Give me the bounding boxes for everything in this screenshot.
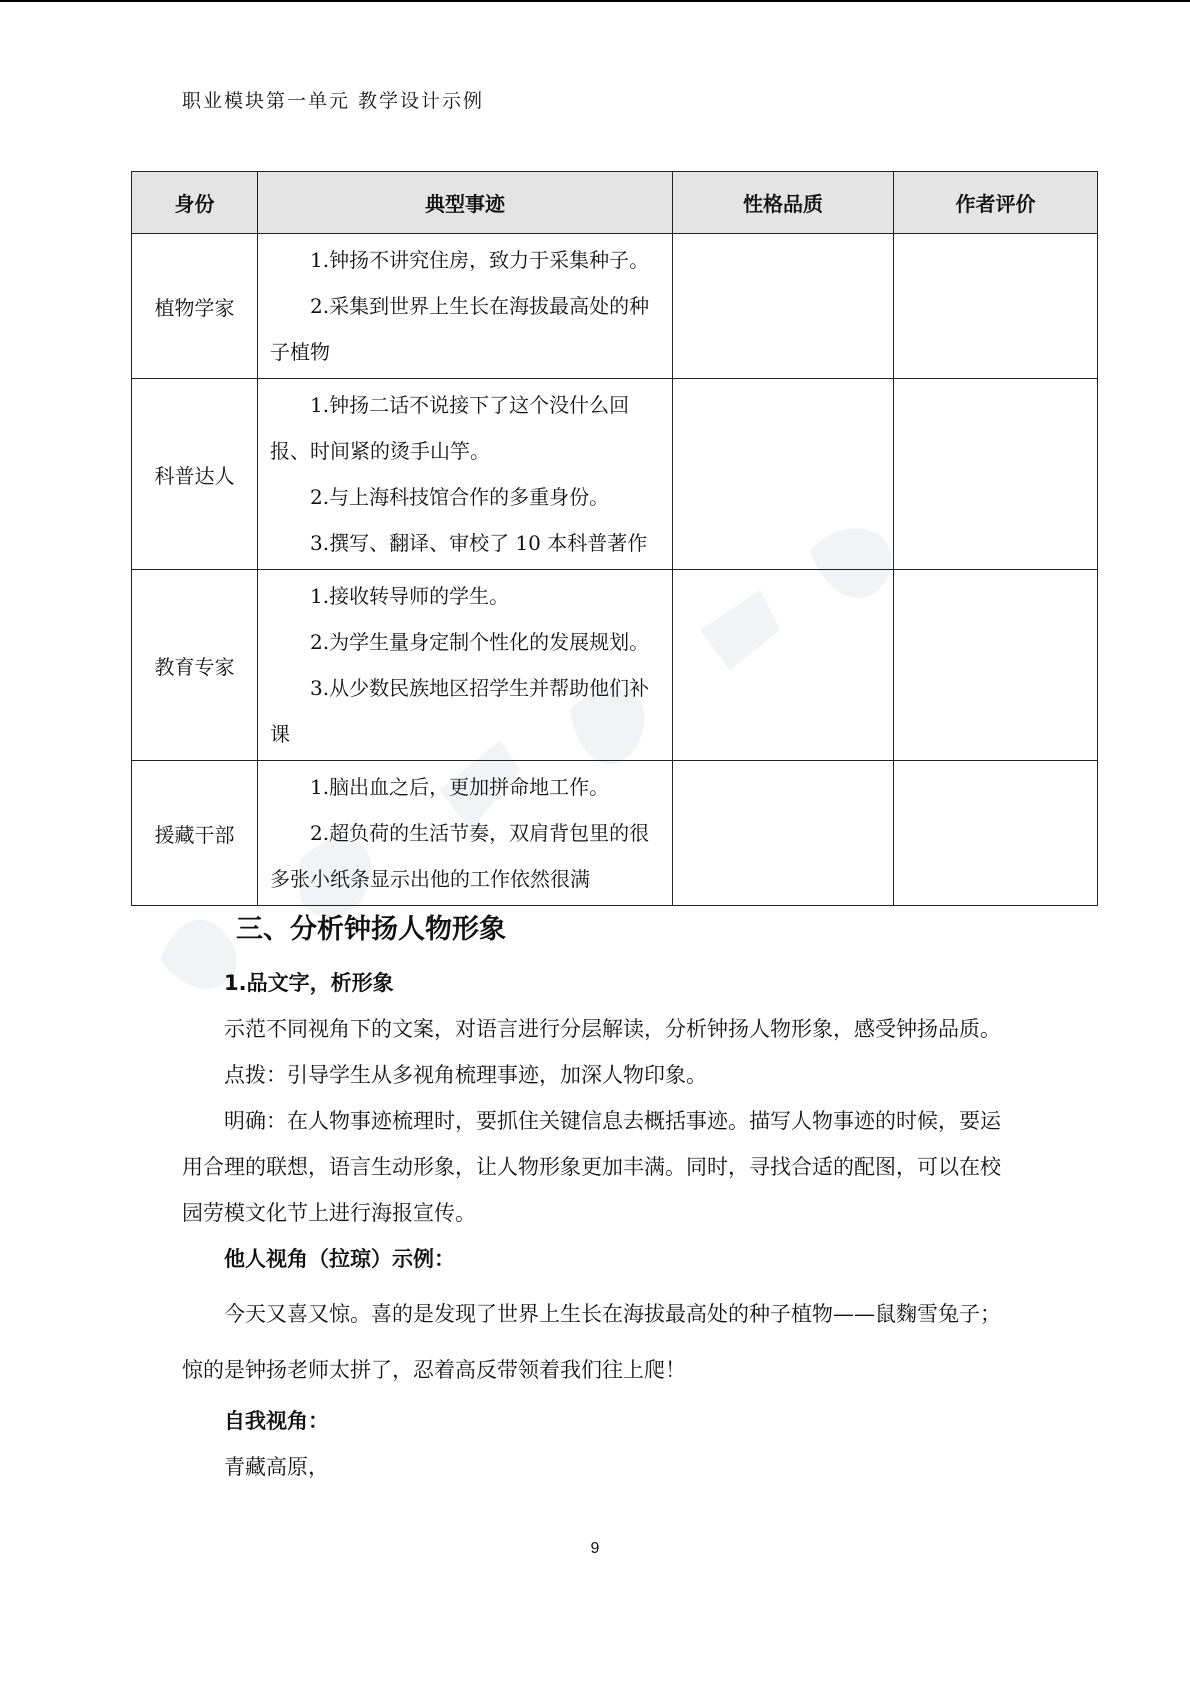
deed-item: 2.为学生量身定制个性化的发展规划。 (310, 630, 650, 654)
self-view-label: 自我视角： (224, 1409, 329, 1433)
running-head: 职业模块第一单元 教学设计示例 (182, 90, 485, 112)
deed-item: 2.与上海科技馆合作的多重身份。 (310, 485, 610, 509)
deed-item: 1.钟扬不讲究住房，致力于采集种子。 (310, 248, 650, 272)
table-row (132, 234, 1098, 379)
column-header-deeds: 典型事迹 (258, 172, 673, 234)
deed-item: 3.撰写、翻译、审校了 10 本科普著作 (310, 531, 648, 555)
evaluation-cell (894, 379, 1098, 570)
other-view-example: 今天又喜又惊。喜的是发现了世界上生长在海拔最高处的种子植物——鼠麴雪兔子；惊的是钟扬老师太拼了，忍着高反带领着我们往上爬！ (182, 1302, 1001, 1382)
paragraph-clarify: 明确：在人物事迹梳理时，要抓住关键信息去概括事迹。描写人物事迹的时候，要运用合理的联想，语言生动形象，让人物形象更加丰满。同时，寻找合适的配图，可以在校园劳模文化节上进行海报宣传。 (182, 1109, 1001, 1225)
deeds-cell (258, 234, 673, 379)
self-view-text: 青藏高原， (224, 1455, 329, 1479)
deed-item: 3.从少数民族地区招学生并帮助他们补课 (270, 676, 650, 746)
quality-cell (673, 379, 894, 570)
deeds-cell (258, 761, 673, 906)
deed-item: 1.脑出血之后，更加拼命地工作。 (310, 775, 610, 799)
table-row (132, 570, 1098, 761)
identity-cell: 援藏干部 (132, 761, 258, 906)
table-row (132, 761, 1098, 906)
table-header-row (132, 172, 1098, 234)
deed-item: 2.采集到世界上生长在海拔最高处的种子植物 (270, 294, 650, 364)
paragraph-hint: 点拨：引导学生从多视角梳理事迹，加深人物印象。 (224, 1063, 707, 1087)
column-header-identity: 身份 (132, 172, 258, 234)
top-rule (0, 0, 1190, 2)
deeds-cell (258, 379, 673, 570)
deed-item: 1.钟扬二话不说接下了这个没什么回报、时间紧的烫手山竽。 (270, 393, 630, 463)
deed-item: 1.接收转导师的学生。 (310, 584, 510, 608)
identity-cell: 科普达人 (132, 379, 258, 570)
trait-table (131, 171, 1098, 906)
section-heading: 三、分析钟扬人物形象 (236, 914, 506, 945)
deeds-cell (258, 570, 673, 761)
column-header-evaluation: 作者评价 (894, 172, 1098, 234)
identity-cell: 植物学家 (132, 234, 258, 379)
column-header-quality: 性格品质 (673, 172, 894, 234)
quality-cell (673, 570, 894, 761)
section-body (182, 960, 1012, 1490)
evaluation-cell (894, 234, 1098, 379)
sub-heading: 1.品文字，析形象 (224, 971, 394, 995)
quality-cell (673, 761, 894, 906)
table-row (132, 379, 1098, 570)
deed-item: 2.超负荷的生活节奏，双肩背包里的很多张小纸条显示出他的工作依然很满 (270, 821, 650, 891)
quality-cell (673, 234, 894, 379)
paragraph-intro: 示范不同视角下的文案，对语言进行分层解读，分析钟扬人物形象，感受钟扬品质。 (224, 1017, 1001, 1041)
evaluation-cell (894, 761, 1098, 906)
identity-cell: 教育专家 (132, 570, 258, 761)
evaluation-cell (894, 570, 1098, 761)
other-view-label: 他人视角（拉琼）示例： (224, 1247, 455, 1271)
page-number: 9 (590, 1540, 600, 1557)
